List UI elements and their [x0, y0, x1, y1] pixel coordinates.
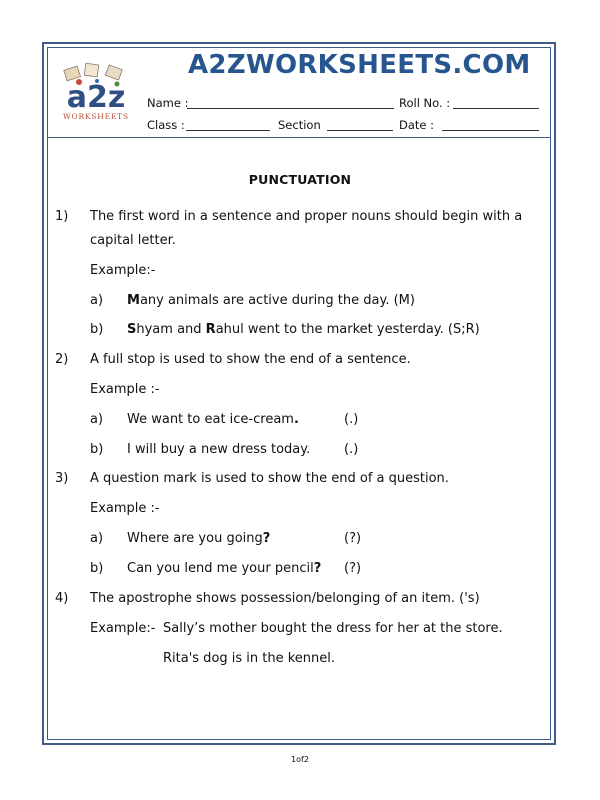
- punctuation-mark: ?: [313, 561, 322, 576]
- rule-text: A question mark is used to show the end of a question.: [90, 471, 449, 486]
- example-sentence: Sally’s mother bought the dress for her at the store.: [163, 621, 503, 636]
- rule-text: The apostrophe shows possession/belonging of an item. ('s): [90, 591, 480, 606]
- punctuation-mark: ?: [262, 531, 271, 546]
- section-label: Section: [278, 118, 321, 132]
- capital-letter: M: [127, 293, 140, 308]
- example-sentence: Can you lend me your pencil?: [127, 561, 322, 576]
- date-field[interactable]: [442, 130, 539, 131]
- punctuation-mark: .: [293, 412, 299, 427]
- example-marker: b): [90, 561, 104, 576]
- punctuation-symbol: (.): [344, 412, 359, 427]
- rule-text: A full stop is used to show the end of a sentence.: [90, 352, 411, 367]
- worksheet-title: PUNCTUATION: [248, 172, 352, 187]
- rule-text-continued: capital letter.: [90, 233, 176, 248]
- punctuation-symbol: (?): [344, 531, 362, 546]
- roll-no-label: Roll No. :: [399, 96, 451, 110]
- example-marker: b): [90, 442, 104, 457]
- example-sentence: I will buy a new dress today.: [127, 442, 311, 457]
- logo-text: a2z: [66, 80, 126, 115]
- rule-number: 3): [55, 471, 69, 486]
- rule-number: 1): [55, 209, 69, 224]
- example-label: Example :-: [90, 382, 160, 397]
- example-label: Example:-: [90, 621, 156, 636]
- example-marker: a): [90, 293, 104, 308]
- example-sentence: Shyam and Rahul went to the market yesterday. (S;R): [127, 322, 480, 337]
- example-marker: b): [90, 322, 104, 337]
- logo-subtext: WORKSHEETS: [63, 112, 129, 121]
- rule-number: 4): [55, 591, 69, 606]
- capital-letter: S: [127, 322, 137, 337]
- example-label: Example:-: [90, 263, 156, 278]
- example-sentence: We want to eat ice-cream.: [127, 412, 299, 427]
- example-sentence: Where are you going?: [127, 531, 271, 546]
- punctuation-symbol: (.): [344, 442, 359, 457]
- capital-letter: R: [205, 322, 216, 337]
- page-number: 1of2: [291, 755, 309, 764]
- header-divider: [47, 137, 551, 138]
- punctuation-symbol: (?): [344, 561, 362, 576]
- date-label: Date :: [399, 118, 435, 132]
- site-title: A2ZWORKSHEETS.COM: [188, 50, 531, 80]
- class-label: Class :: [147, 118, 185, 132]
- rule-number: 2): [55, 352, 69, 367]
- roll-no-field[interactable]: [453, 108, 539, 109]
- example-sentence: Many animals are active during the day. (M): [127, 293, 415, 308]
- name-label: Name :: [147, 96, 189, 110]
- rule-text: The first word in a sentence and proper nouns should begin with a: [90, 209, 523, 224]
- a2z-logo: [55, 62, 137, 124]
- name-field[interactable]: [187, 108, 394, 109]
- example-marker: a): [90, 412, 104, 427]
- example-marker: a): [90, 531, 104, 546]
- example-sentence: Rita's dog is in the kennel.: [163, 651, 336, 666]
- example-label: Example :-: [90, 501, 160, 516]
- section-field[interactable]: [327, 130, 393, 131]
- class-field[interactable]: [186, 130, 270, 131]
